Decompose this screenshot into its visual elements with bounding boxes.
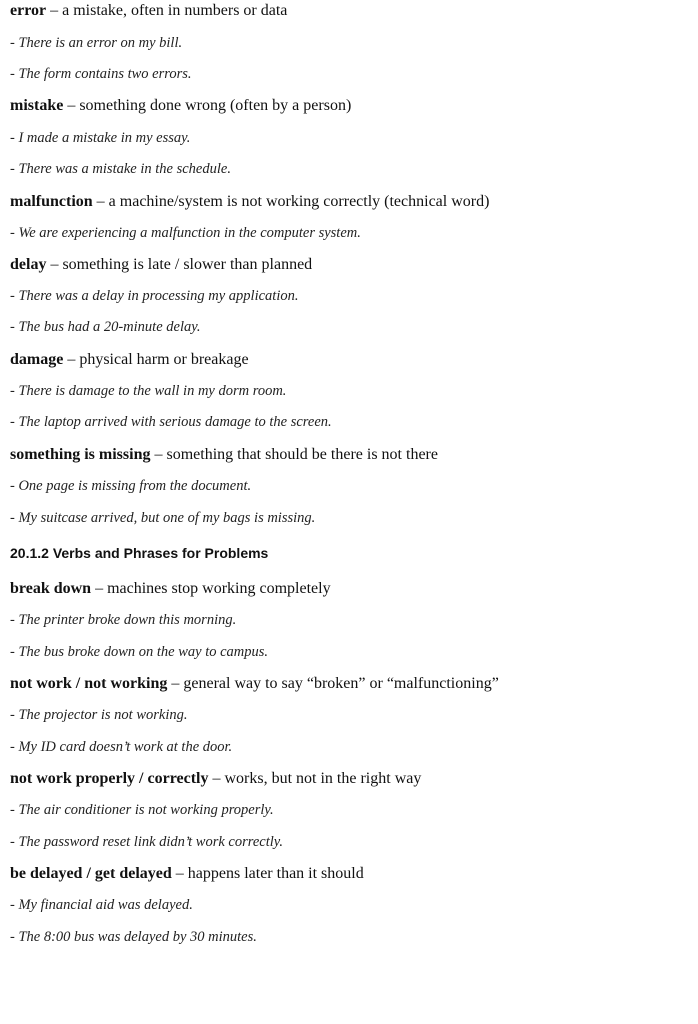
example: - The air conditioner is not working properly. — [10, 802, 274, 818]
example: - There was a mistake in the schedule. — [10, 161, 231, 177]
term-entry-not-work-properly — [10, 770, 421, 788]
example: - The bus had a 20-minute delay. — [10, 319, 201, 335]
definition: – something done wrong (often by a person) — [63, 97, 352, 114]
example: - The laptop arrived with serious damage to the screen. — [10, 414, 332, 430]
example: - I made a mistake in my essay. — [10, 130, 191, 146]
term: something is missing — [10, 446, 151, 463]
example: - My financial aid was delayed. — [10, 897, 193, 913]
definition: – something is late / slower than planned — [46, 256, 313, 273]
term-entry-damage — [10, 351, 249, 369]
term: mistake — [10, 97, 64, 114]
term: break down — [10, 580, 92, 597]
example: - My ID card doesn’t work at the door. — [10, 739, 233, 755]
term: damage — [10, 351, 64, 368]
definition: – physical harm or breakage — [63, 351, 249, 368]
example: - We are experiencing a malfunction in the computer system. — [10, 225, 361, 241]
example: - My suitcase arrived, but one of my bags is missing. — [10, 510, 316, 526]
example: - The bus broke down on the way to campus. — [10, 644, 269, 660]
term: be delayed / get delayed — [10, 865, 172, 882]
term: not work / not working — [10, 675, 168, 692]
definition: – works, but not in the right way — [208, 770, 422, 787]
example: - The projector is not working. — [10, 707, 188, 723]
term-entry-error — [10, 2, 287, 20]
term-entry-not-working — [10, 675, 499, 693]
definition: – general way to say “broken” or “malfunctioning” — [167, 675, 499, 692]
term: error — [10, 2, 47, 19]
term-entry-malfunction — [10, 193, 489, 211]
example: - The form contains two errors. — [10, 66, 192, 82]
example: - There was a delay in processing my application. — [10, 288, 299, 304]
example: - There is an error on my bill. — [10, 35, 183, 51]
term-entry-delay — [10, 256, 312, 274]
term: delay — [10, 256, 47, 273]
term-entry-something-missing — [10, 446, 438, 464]
term-entry-mistake — [10, 97, 351, 115]
definition: – machines stop working completely — [91, 580, 331, 597]
example: - The password reset link didn’t work correctly. — [10, 834, 284, 850]
definition: – happens later than it should — [171, 865, 364, 882]
definition: – a mistake, often in numbers or data — [46, 2, 288, 19]
term: not work properly / correctly — [10, 770, 209, 787]
definition: – something that should be there is not there — [150, 446, 438, 463]
example: - One page is missing from the document. — [10, 478, 252, 494]
definition: – a machine/system is not working correctly (technical word) — [92, 193, 490, 210]
term-entry-be-delayed — [10, 865, 364, 883]
example: - There is damage to the wall in my dorm room. — [10, 383, 287, 399]
term-entry-break-down — [10, 580, 331, 598]
example: - The printer broke down this morning. — [10, 612, 237, 628]
example: - The 8:00 bus was delayed by 30 minutes. — [10, 929, 257, 945]
section-heading: 20.1.2 Verbs and Phrases for Problems — [10, 545, 269, 561]
term: malfunction — [10, 193, 93, 210]
